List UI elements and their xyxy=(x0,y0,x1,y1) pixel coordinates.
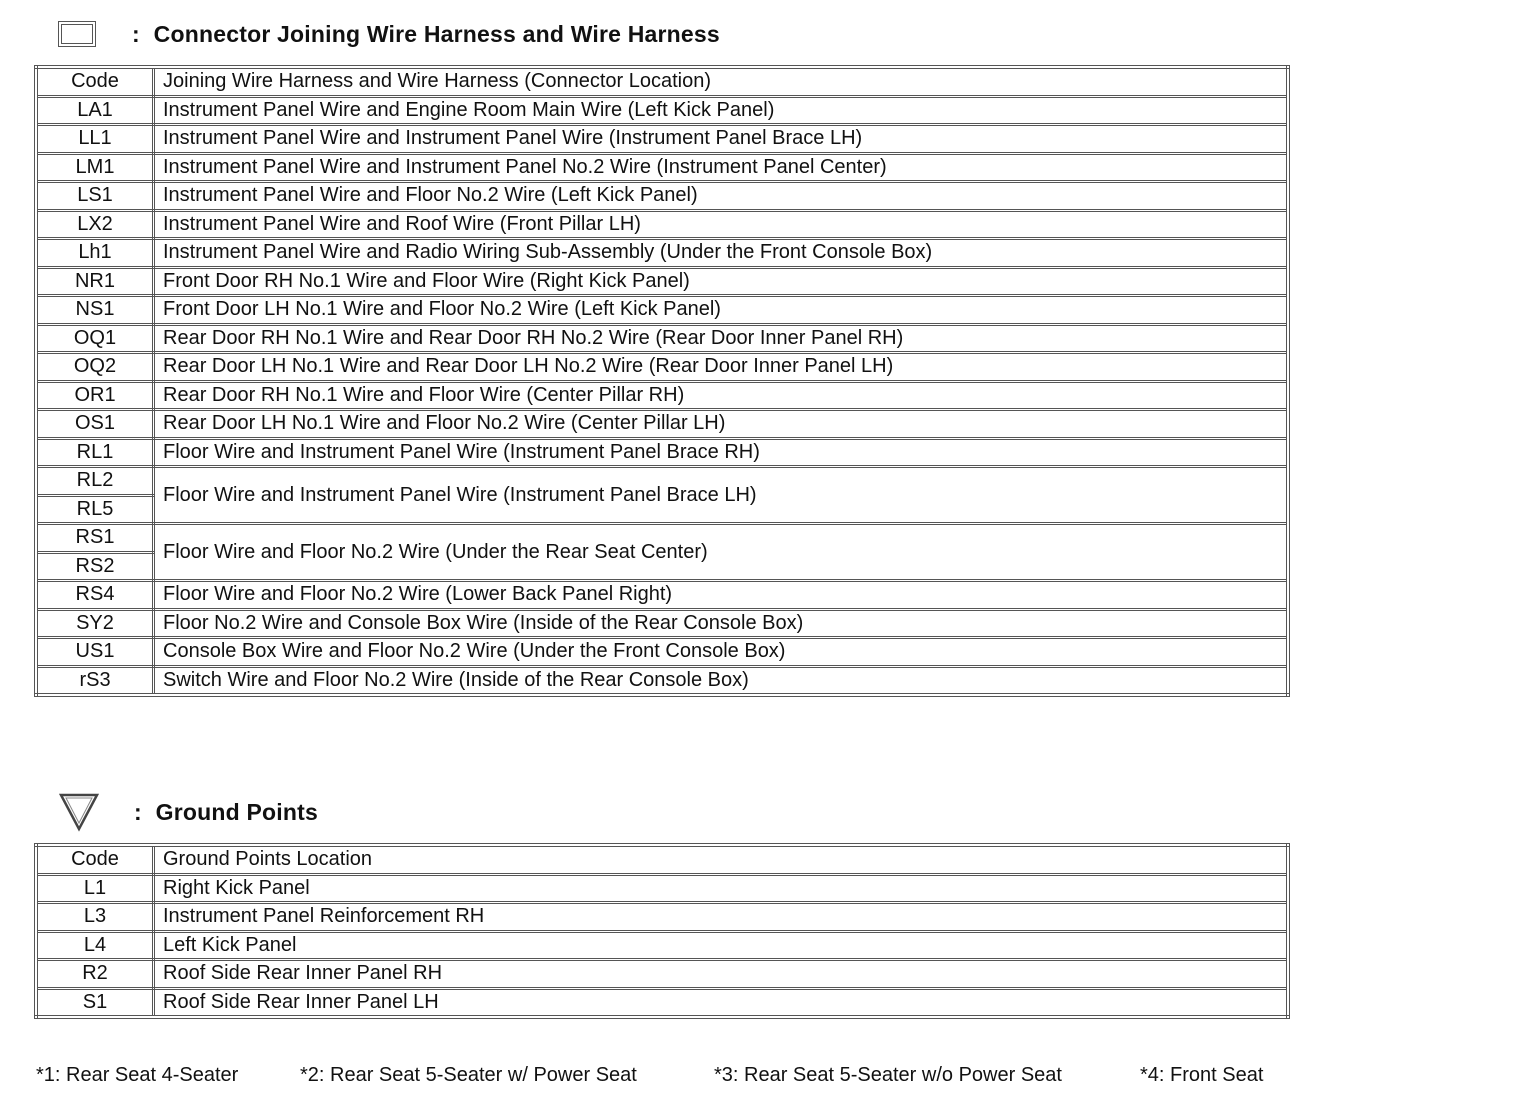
location-cell: Instrument Panel Wire and Floor No.2 Wire (Left Kick Panel) xyxy=(154,182,1289,211)
ground-triangle-icon xyxy=(58,792,100,832)
code-cell: US1 xyxy=(36,638,154,667)
location-cell: Console Box Wire and Floor No.2 Wire (Under the Front Console Box) xyxy=(154,638,1289,667)
location-cell: Switch Wire and Floor No.2 Wire (Inside of the Rear Console Box) xyxy=(154,666,1289,695)
footnote-2: *2: Rear Seat 5-Seater w/ Power Seat xyxy=(300,1064,637,1086)
connector-location-header: Joining Wire Harness and Wire Harness (Connector Location) xyxy=(154,67,1289,96)
table-row xyxy=(36,581,1288,610)
location-cell: Instrument Panel Wire and Instrument Panel No.2 Wire (Instrument Panel Center) xyxy=(154,153,1289,182)
code-cell: LM1 xyxy=(36,153,154,182)
connector-table-header xyxy=(36,67,1288,96)
code-cell: Lh1 xyxy=(36,239,154,268)
location-cell: Instrument Panel Reinforcement RH xyxy=(154,903,1289,932)
table-row xyxy=(36,296,1288,325)
code-cell: LA1 xyxy=(36,96,154,125)
ground-table xyxy=(34,843,1290,1019)
connector-heading-colon: : xyxy=(132,20,140,47)
footnote-1: *1: Rear Seat 4-Seater xyxy=(36,1064,239,1086)
code-cell: OR1 xyxy=(36,381,154,410)
code-cell: LL1 xyxy=(36,125,154,154)
table-row xyxy=(36,410,1288,439)
location-cell: Front Door RH No.1 Wire and Floor Wire (Right Kick Panel) xyxy=(154,267,1289,296)
table-row xyxy=(36,239,1288,268)
location-cell: Rear Door LH No.1 Wire and Rear Door LH No.2 Wire (Rear Door Inner Panel LH) xyxy=(154,353,1289,382)
location-cell: Instrument Panel Wire and Engine Room Main Wire (Left Kick Panel) xyxy=(154,96,1289,125)
location-cell: Roof Side Rear Inner Panel RH xyxy=(154,960,1289,989)
code-cell: NS1 xyxy=(36,296,154,325)
table-row xyxy=(36,960,1288,989)
code-cell: NR1 xyxy=(36,267,154,296)
location-cell: Floor No.2 Wire and Console Box Wire (Inside of the Rear Console Box) xyxy=(154,609,1289,638)
code-cell: LS1 xyxy=(36,182,154,211)
connector-code-header: Code xyxy=(36,67,154,96)
table-row xyxy=(36,182,1288,211)
table-row xyxy=(36,666,1288,695)
code-cell: L1 xyxy=(36,874,154,903)
code-cell: RS2 xyxy=(36,552,154,581)
code-cell: OQ1 xyxy=(36,324,154,353)
code-cell: L4 xyxy=(36,931,154,960)
code-cell: L3 xyxy=(36,903,154,932)
code-cell: S1 xyxy=(36,988,154,1017)
table-row xyxy=(36,267,1288,296)
location-cell: Left Kick Panel xyxy=(154,931,1289,960)
table-row xyxy=(36,353,1288,382)
connector-rectangle-icon xyxy=(58,21,96,47)
footnote-4: *4: Front Seat xyxy=(1140,1064,1264,1086)
table-row xyxy=(36,874,1288,903)
ground-heading-title: Ground Points xyxy=(155,798,318,825)
code-cell: RL2 xyxy=(36,467,154,496)
location-cell: Front Door LH No.1 Wire and Floor No.2 Wire (Left Kick Panel) xyxy=(154,296,1289,325)
code-cell: RL5 xyxy=(36,495,154,524)
ground-code-header: Code xyxy=(36,845,154,874)
ground-location-header: Ground Points Location xyxy=(154,845,1289,874)
code-cell: OS1 xyxy=(36,410,154,439)
connector-section-heading xyxy=(58,14,720,54)
location-cell: Instrument Panel Wire and Instrument Panel Wire (Instrument Panel Brace LH) xyxy=(154,125,1289,154)
table-row xyxy=(36,931,1288,960)
code-cell: RS4 xyxy=(36,581,154,610)
connector-table xyxy=(34,65,1290,697)
table-row xyxy=(36,324,1288,353)
location-cell: Rear Door RH No.1 Wire and Rear Door RH No.2 Wire (Rear Door Inner Panel RH) xyxy=(154,324,1289,353)
table-row xyxy=(36,467,1288,496)
location-cell: Floor Wire and Instrument Panel Wire (Instrument Panel Brace RH) xyxy=(154,438,1289,467)
location-cell: Roof Side Rear Inner Panel LH xyxy=(154,988,1289,1017)
table-row xyxy=(36,381,1288,410)
code-cell: OQ2 xyxy=(36,353,154,382)
table-row xyxy=(36,125,1288,154)
location-cell: Rear Door LH No.1 Wire and Floor No.2 Wire (Center Pillar LH) xyxy=(154,410,1289,439)
location-cell: Floor Wire and Floor No.2 Wire (Lower Back Panel Right) xyxy=(154,581,1289,610)
table-row xyxy=(36,609,1288,638)
table-row xyxy=(36,210,1288,239)
location-cell: Rear Door RH No.1 Wire and Floor Wire (Center Pillar RH) xyxy=(154,381,1289,410)
code-cell: rS3 xyxy=(36,666,154,695)
ground-section-heading xyxy=(58,792,318,832)
table-row xyxy=(36,903,1288,932)
table-row xyxy=(36,96,1288,125)
connector-heading-title: Connector Joining Wire Harness and Wire Harness xyxy=(153,20,720,47)
location-cell: Floor Wire and Floor No.2 Wire (Under the Rear Seat Center) xyxy=(154,524,1289,581)
table-row xyxy=(36,438,1288,467)
table-row xyxy=(36,153,1288,182)
code-cell: RL1 xyxy=(36,438,154,467)
code-cell: R2 xyxy=(36,960,154,989)
table-row xyxy=(36,638,1288,667)
location-cell: Instrument Panel Wire and Radio Wiring Sub-Assembly (Under the Front Console Box) xyxy=(154,239,1289,268)
location-cell: Instrument Panel Wire and Roof Wire (Front Pillar LH) xyxy=(154,210,1289,239)
table-row xyxy=(36,988,1288,1017)
ground-table-header xyxy=(36,845,1288,874)
table-row xyxy=(36,524,1288,553)
location-cell: Floor Wire and Instrument Panel Wire (Instrument Panel Brace LH) xyxy=(154,467,1289,524)
code-cell: RS1 xyxy=(36,524,154,553)
ground-heading-colon: : xyxy=(134,798,142,825)
location-cell: Right Kick Panel xyxy=(154,874,1289,903)
code-cell: LX2 xyxy=(36,210,154,239)
footnote-3: *3: Rear Seat 5-Seater w/o Power Seat xyxy=(714,1064,1062,1086)
code-cell: SY2 xyxy=(36,609,154,638)
